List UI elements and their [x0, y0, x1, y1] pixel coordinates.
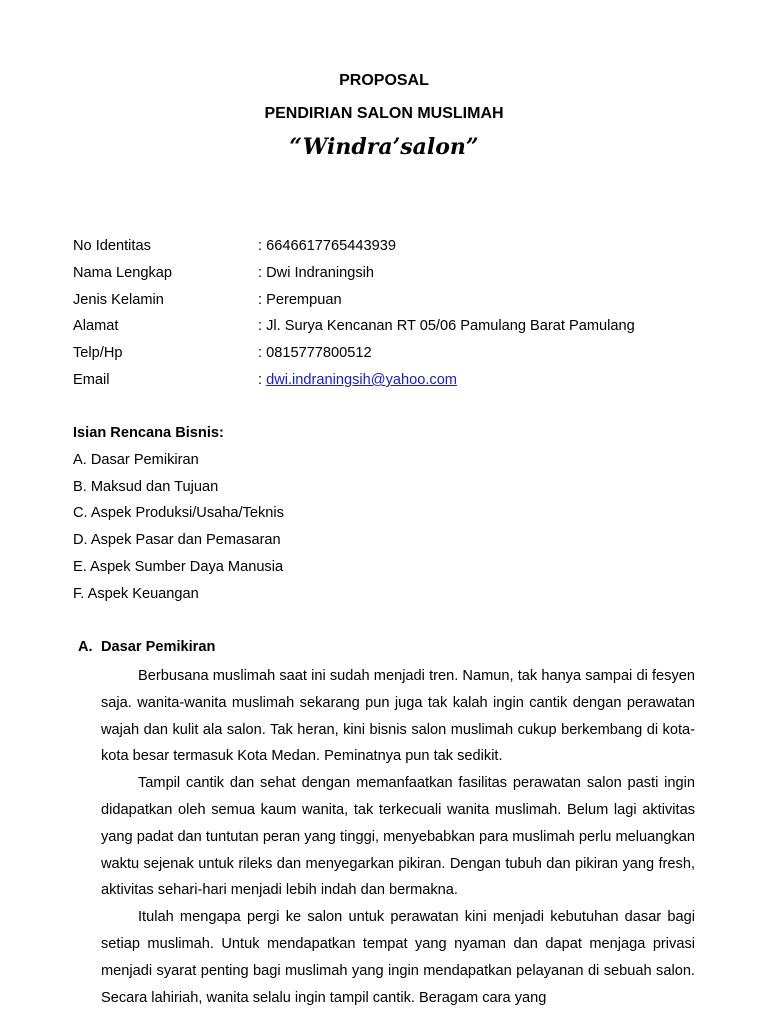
plan-item: F. Aspek Keuangan	[73, 585, 199, 602]
document-title: PROPOSAL	[339, 72, 429, 89]
section-heading	[78, 637, 215, 657]
identity-label: Email	[73, 371, 110, 388]
plan-item: E. Aspek Sumber Daya Manusia	[73, 558, 284, 575]
section-number: A.	[78, 639, 93, 655]
section-body	[101, 663, 695, 1011]
identity-label: Alamat	[73, 318, 119, 335]
body-paragraph: Tampil cantik dan sehat dengan memanfaatkan fasilitas perawatan salon pasti ingin didapatkan oleh semua kaum wanita, tak terkecuali wanita muslimah. Belum lagi aktivitas yang padat dan tuntutan peran yang tinggi, menyebabkan para muslimah perlu meluangkan waktu sejenak untuk rileks dan menyegarkan pikiran. Dengan tubuh dan pikiran yang fresh, aktivitas sehari-hari menjadi lebih indah dan bermakna.	[101, 775, 695, 899]
section-title: Dasar Pemikiran	[101, 639, 216, 655]
email-prefix: :	[258, 371, 267, 388]
business-plan-list	[73, 423, 284, 611]
identity-label: Jenis Kelamin	[73, 291, 164, 308]
identity-label: Telp/Hp	[73, 345, 123, 362]
identity-value: : Dwi Indraningsih	[258, 264, 374, 281]
identity-value: : 6646617765443939	[258, 238, 396, 254]
email-link[interactable]: dwi.indraningsih@yahoo.com	[266, 371, 457, 388]
document-subtitle: PENDIRIAN SALON MUSLIMAH	[264, 105, 504, 122]
identity-value: : 0815777800512	[258, 345, 372, 362]
business-plan-heading: Isian Rencana Bisnis:	[73, 425, 224, 441]
plan-item: B. Maksud dan Tujuan	[73, 478, 219, 495]
plan-item: D. Aspek Pasar dan Pemasaran	[73, 532, 281, 549]
identity-label: Nama Lengkap	[73, 264, 172, 281]
identity-value	[258, 370, 457, 390]
identity-value: : Jl. Surya Kencanan RT 05/06 Pamulang Barat Pamulang	[258, 318, 635, 335]
plan-item: C. Aspek Produksi/Usaha/Teknis	[73, 505, 284, 522]
salon-name: “Windra’salon”	[289, 134, 479, 160]
body-paragraph: Itulah mengapa pergi ke salon untuk perawatan kini menjadi kebutuhan dasar bagi setiap muslimah. Untuk mendapatkan tempat yang nyaman dan dapat menjaga privasi menjadi syarat penting bagi muslimah yang ingin mendapatkan pelayanan di sebuah salon. Secara lahiriah, wanita selalu ingin tampil cantik. Beragam cara yang	[101, 909, 695, 1006]
plan-item: A. Dasar Pemikiran	[73, 451, 199, 468]
body-paragraph: Berbusana muslimah saat ini sudah menjadi tren. Namun, tak hanya sampai di fesyen saja. wanita-wanita muslimah sekarang pun juga tak kalah ingin cantik dengan perawatan wajah dan kulit ala salon. Tak heran, kini bisnis salon muslimah cukup berkembang di kota-kota besar termasuk Kota Medan. Peminatnya pun tak sedikit.	[101, 668, 695, 765]
identity-value: : Perempuan	[258, 291, 342, 308]
identity-label: No Identitas	[73, 238, 151, 254]
